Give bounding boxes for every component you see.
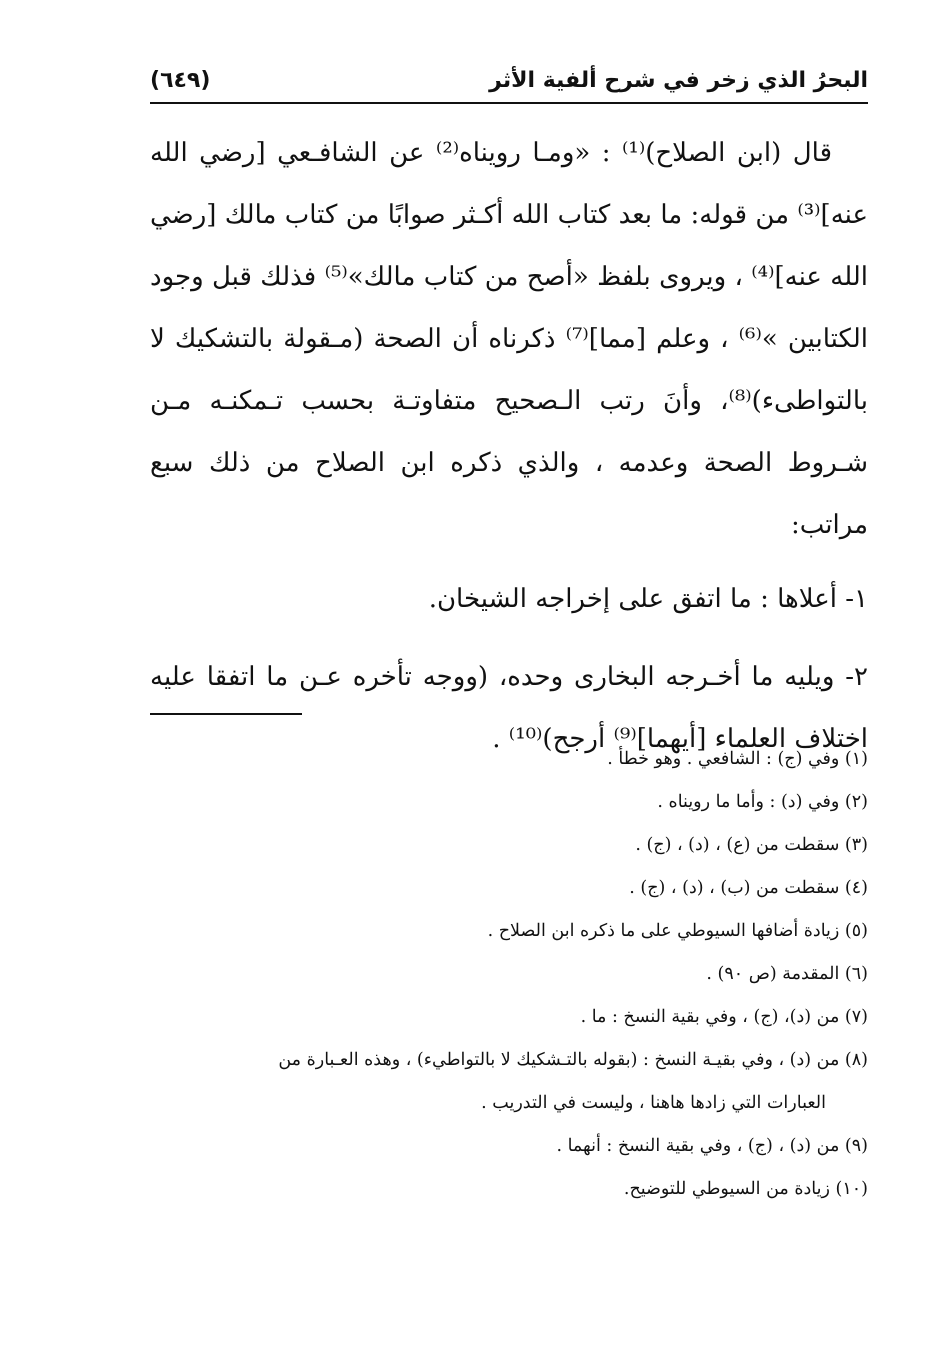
list-item: ٢- ويليه ما أخـرجه البخارى وحده، (ووجه تأخره عـن ما اتفقا عليه اختلاف العلماء [أيهما]⁽⁹⁾ أرجح)⁽¹⁰⁾ . [150,662,868,754]
footnote: (١) وفي (ج) : الشافعي . وهو خطأ . [607,749,868,769]
footnote-separator [150,713,302,715]
footnote: (٧) من (د)، (ج) ، وفي بقية النسخ : ما . [580,1007,868,1027]
footnote: (٦) المقدمة (ص ٩٠) . [706,964,868,984]
footnote: (٨) من (د) ، وفي بقيـة النسخ : (بقوله بالتـشكيك لا بالتواطيء) ، وهذه العـبارة من [278,1050,868,1070]
page-number: (٦٤٩) [150,68,211,93]
footnote: (١٠) زيادة من السيوطي للتوضيح. [623,1179,868,1199]
main-text [150,122,868,770]
footnote: (٤) سقطت من (ب) ، (د) ، (ج) . [629,878,868,898]
footnote: (٣) سقطت من (ع) ، (د) ، (ج) . [635,835,868,855]
footnote: (٩) من (د) ، (ج) ، وفي بقية النسخ : أنهما . [556,1136,868,1156]
footnotes [150,738,868,1211]
paragraph: قال (ابن الصلاح)⁽¹⁾ : «ومـا رويناه⁽²⁾ عن الشافـعي [رضي الله عنه]⁽³⁾ من قوله: ما بعد كتاب الله أكـثر صوابًا من كتاب مالك [رضي الله عنه]⁽⁴⁾ ، ويروى بلفظ «أصح من كتاب مالك»⁽⁵⁾ فذلك قبل وجود الكتابين »⁽⁶⁾ ، وعلم [مما]⁽⁷⁾ ذكرناه أن الصحة (مـقولة بالتشكيك لا بالتواطىء)⁽⁸⁾، وأنَ رتب الـصحيح متفاوتـة بحسب تـمكنـه مـن شـروط الصحة وعدمه ، والذي ذكره ابن الصلاح من ذلك سبع مراتب: [150,138,869,540]
book-title: البحرُ الذي زخر في شرح ألفية الأثر [489,68,868,93]
running-header [150,62,868,104]
footnote: (٢) وفي (د) : وأما ما رويناه . [657,792,868,812]
footnote-continuation: العبارات التي زادها هاهنا ، وليست في التدريب . [481,1093,826,1113]
footnote: (٥) زيادة أضافها السيوطي على ما ذكره ابن الصلاح . [487,921,868,941]
list-item: ١- أعلاها : ما اتفق على إخراجه الشيخان. [428,584,868,614]
